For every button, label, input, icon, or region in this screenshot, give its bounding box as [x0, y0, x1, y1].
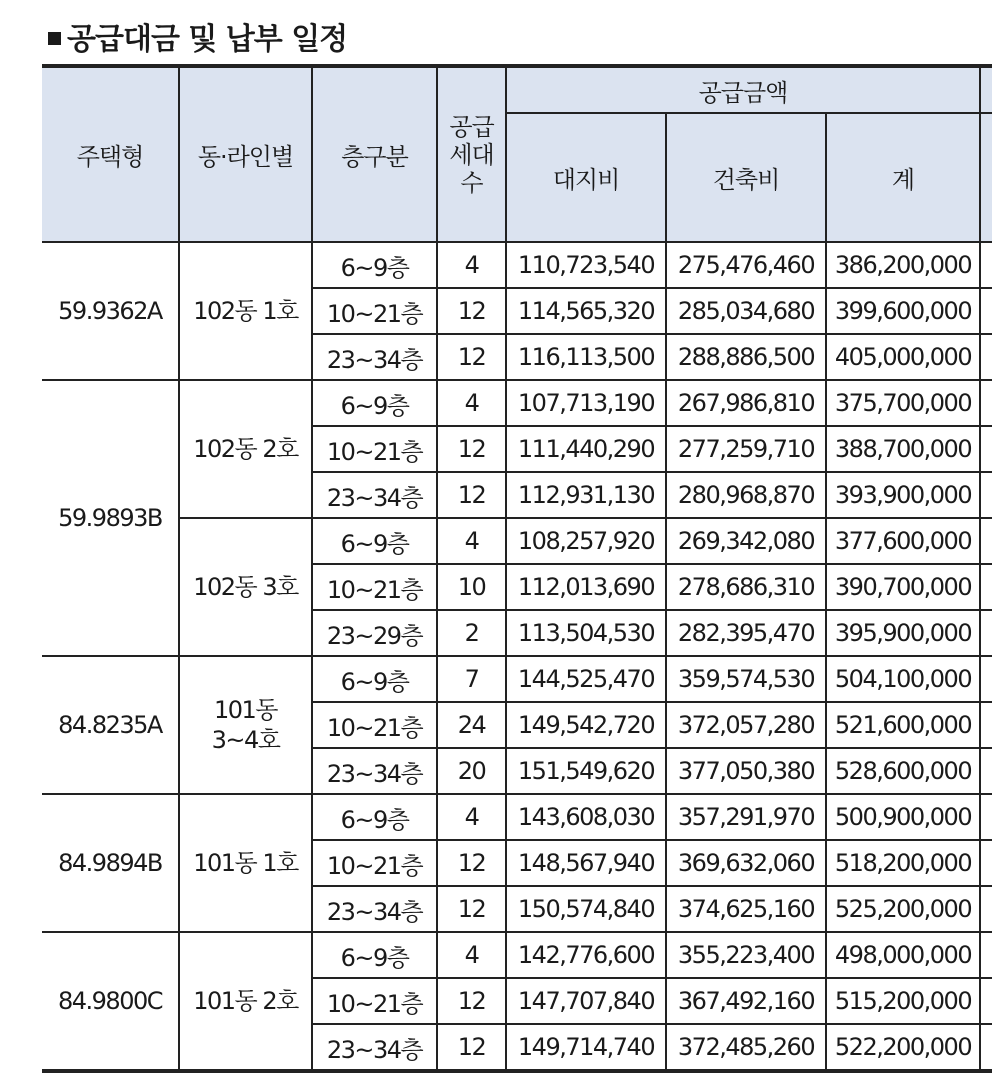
cell-building: 288,886,500 [666, 334, 826, 380]
header-floor: 층구분 [312, 66, 437, 242]
cell-land: 112,931,130 [506, 472, 666, 518]
cell-floor: 6~9층 [312, 242, 437, 288]
cell-line: 101동 1호 [179, 794, 312, 932]
cell-type: 84.9800C [42, 932, 179, 1071]
cell-units: 10 [437, 564, 506, 610]
cell-units: 4 [437, 794, 506, 840]
header-units-line3: 수 [460, 168, 483, 197]
cut-cell [980, 932, 992, 978]
square-bullet-icon [48, 32, 61, 45]
cell-floor: 10~21층 [312, 702, 437, 748]
cell-units: 12 [437, 1024, 506, 1071]
cell-total: 522,200,000 [826, 1024, 980, 1071]
cell-floor: 6~9층 [312, 932, 437, 978]
cell-land: 144,525,470 [506, 656, 666, 702]
cell-land: 149,542,720 [506, 702, 666, 748]
cell-total: 528,600,000 [826, 748, 980, 794]
header-units-line2: 세대 [449, 140, 494, 169]
cell-units: 12 [437, 978, 506, 1024]
cell-building: 267,986,810 [666, 380, 826, 426]
cell-building: 374,625,160 [666, 886, 826, 932]
cell-total: 388,700,000 [826, 426, 980, 472]
cut-cell [980, 886, 992, 932]
cut-cell [980, 656, 992, 702]
cell-total: 377,600,000 [826, 518, 980, 564]
table-row [42, 242, 992, 288]
cell-units: 4 [437, 242, 506, 288]
cell-units: 12 [437, 886, 506, 932]
cell-floor: 10~21층 [312, 840, 437, 886]
cell-land: 143,608,030 [506, 794, 666, 840]
cell-floor: 6~9층 [312, 380, 437, 426]
cell-units: 12 [437, 472, 506, 518]
cell-line: 102동 3호 [179, 518, 312, 656]
cell-land: 149,714,740 [506, 1024, 666, 1071]
header-land: 대지비 [506, 113, 666, 242]
cell-land: 107,713,190 [506, 380, 666, 426]
cell-building: 372,485,260 [666, 1024, 826, 1071]
cut-cell [980, 794, 992, 840]
cell-floor: 10~21층 [312, 288, 437, 334]
page-title-text: 공급대금 및 납부 일정 [67, 22, 348, 57]
cell-units: 2 [437, 610, 506, 656]
cell-units: 20 [437, 748, 506, 794]
header-amount-group: 공급금액 [506, 66, 980, 113]
header-total: 계 [826, 113, 980, 242]
cut-cell [980, 564, 992, 610]
cell-line: 101동 2호 [179, 932, 312, 1071]
table-row [42, 380, 992, 426]
cut-cell [980, 840, 992, 886]
cut-cell [980, 380, 992, 426]
cut-cell [980, 242, 992, 288]
cell-floor: 23~34층 [312, 748, 437, 794]
cell-building: 275,476,460 [666, 242, 826, 288]
cut-cell [980, 978, 992, 1024]
cell-total: 518,200,000 [826, 840, 980, 886]
cell-building: 369,632,060 [666, 840, 826, 886]
cut-cell [980, 1024, 992, 1071]
header-cut-cell [980, 113, 992, 242]
cell-floor: 10~21층 [312, 564, 437, 610]
cell-units: 12 [437, 840, 506, 886]
cell-building: 359,574,530 [666, 656, 826, 702]
cell-floor: 23~34층 [312, 886, 437, 932]
cell-floor: 23~34층 [312, 472, 437, 518]
cell-land: 116,113,500 [506, 334, 666, 380]
cell-total: 399,600,000 [826, 288, 980, 334]
cell-type: 84.9894B [42, 794, 179, 932]
cell-total: 504,100,000 [826, 656, 980, 702]
cell-land: 108,257,920 [506, 518, 666, 564]
header-line: 동·라인별 [179, 66, 312, 242]
cell-total: 395,900,000 [826, 610, 980, 656]
cell-type: 59.9362A [42, 242, 179, 380]
cell-building: 372,057,280 [666, 702, 826, 748]
cell-floor: 23~34층 [312, 334, 437, 380]
cell-building: 277,259,710 [666, 426, 826, 472]
cell-total: 393,900,000 [826, 472, 980, 518]
table-row [42, 518, 992, 564]
cell-land: 110,723,540 [506, 242, 666, 288]
header-building: 건축비 [666, 113, 826, 242]
cell-floor: 10~21층 [312, 426, 437, 472]
cell-total: 375,700,000 [826, 380, 980, 426]
cell-land: 111,440,290 [506, 426, 666, 472]
cell-total: 500,900,000 [826, 794, 980, 840]
cell-building: 355,223,400 [666, 932, 826, 978]
cell-floor: 6~9층 [312, 656, 437, 702]
cell-building: 377,050,380 [666, 748, 826, 794]
supply-price-table [42, 64, 992, 1073]
cell-units: 24 [437, 702, 506, 748]
cell-total: 515,200,000 [826, 978, 980, 1024]
cell-building: 278,686,310 [666, 564, 826, 610]
cell-building: 357,291,970 [666, 794, 826, 840]
cell-type: 84.8235A [42, 656, 179, 794]
page-title [48, 14, 347, 58]
header-cut-cell [980, 66, 992, 113]
cell-land: 142,776,600 [506, 932, 666, 978]
cell-units: 4 [437, 932, 506, 978]
cell-units: 4 [437, 380, 506, 426]
table-row [42, 656, 992, 702]
table-row [42, 794, 992, 840]
header-units [437, 66, 506, 242]
cell-floor: 10~21층 [312, 978, 437, 1024]
cut-cell [980, 288, 992, 334]
cell-land: 147,707,840 [506, 978, 666, 1024]
cell-floor: 23~34층 [312, 1024, 437, 1071]
header-type: 주택형 [42, 66, 179, 242]
cut-cell [980, 748, 992, 794]
table-body [42, 242, 992, 1071]
cell-land: 151,549,620 [506, 748, 666, 794]
cell-units: 12 [437, 288, 506, 334]
cell-building: 282,395,470 [666, 610, 826, 656]
cut-cell [980, 472, 992, 518]
cell-building: 280,968,870 [666, 472, 826, 518]
cell-total: 525,200,000 [826, 886, 980, 932]
cell-units: 7 [437, 656, 506, 702]
cut-cell [980, 334, 992, 380]
cell-building: 269,342,080 [666, 518, 826, 564]
table-row [42, 932, 992, 978]
cell-units: 12 [437, 334, 506, 380]
cut-cell [980, 610, 992, 656]
cut-cell [980, 702, 992, 748]
cell-line: 102동 2호 [179, 380, 312, 518]
cut-cell [980, 518, 992, 564]
cell-total: 405,000,000 [826, 334, 980, 380]
cell-building: 285,034,680 [666, 288, 826, 334]
cell-land: 113,504,530 [506, 610, 666, 656]
cell-building: 367,492,160 [666, 978, 826, 1024]
cell-floor: 6~9층 [312, 518, 437, 564]
cell-line: 101동 3~4호 [179, 656, 312, 794]
header-units-line1: 공급 [449, 112, 494, 141]
cell-floor: 6~9층 [312, 794, 437, 840]
cell-land: 148,567,940 [506, 840, 666, 886]
cell-total: 390,700,000 [826, 564, 980, 610]
cell-line: 102동 1호 [179, 242, 312, 380]
cell-land: 112,013,690 [506, 564, 666, 610]
cell-total: 386,200,000 [826, 242, 980, 288]
cell-total: 498,000,000 [826, 932, 980, 978]
cell-land: 114,565,320 [506, 288, 666, 334]
cell-total: 521,600,000 [826, 702, 980, 748]
cut-cell [980, 426, 992, 472]
cell-type: 59.9893B [42, 380, 179, 656]
cell-floor: 23~29층 [312, 610, 437, 656]
cell-units: 4 [437, 518, 506, 564]
cell-units: 12 [437, 426, 506, 472]
cell-land: 150,574,840 [506, 886, 666, 932]
